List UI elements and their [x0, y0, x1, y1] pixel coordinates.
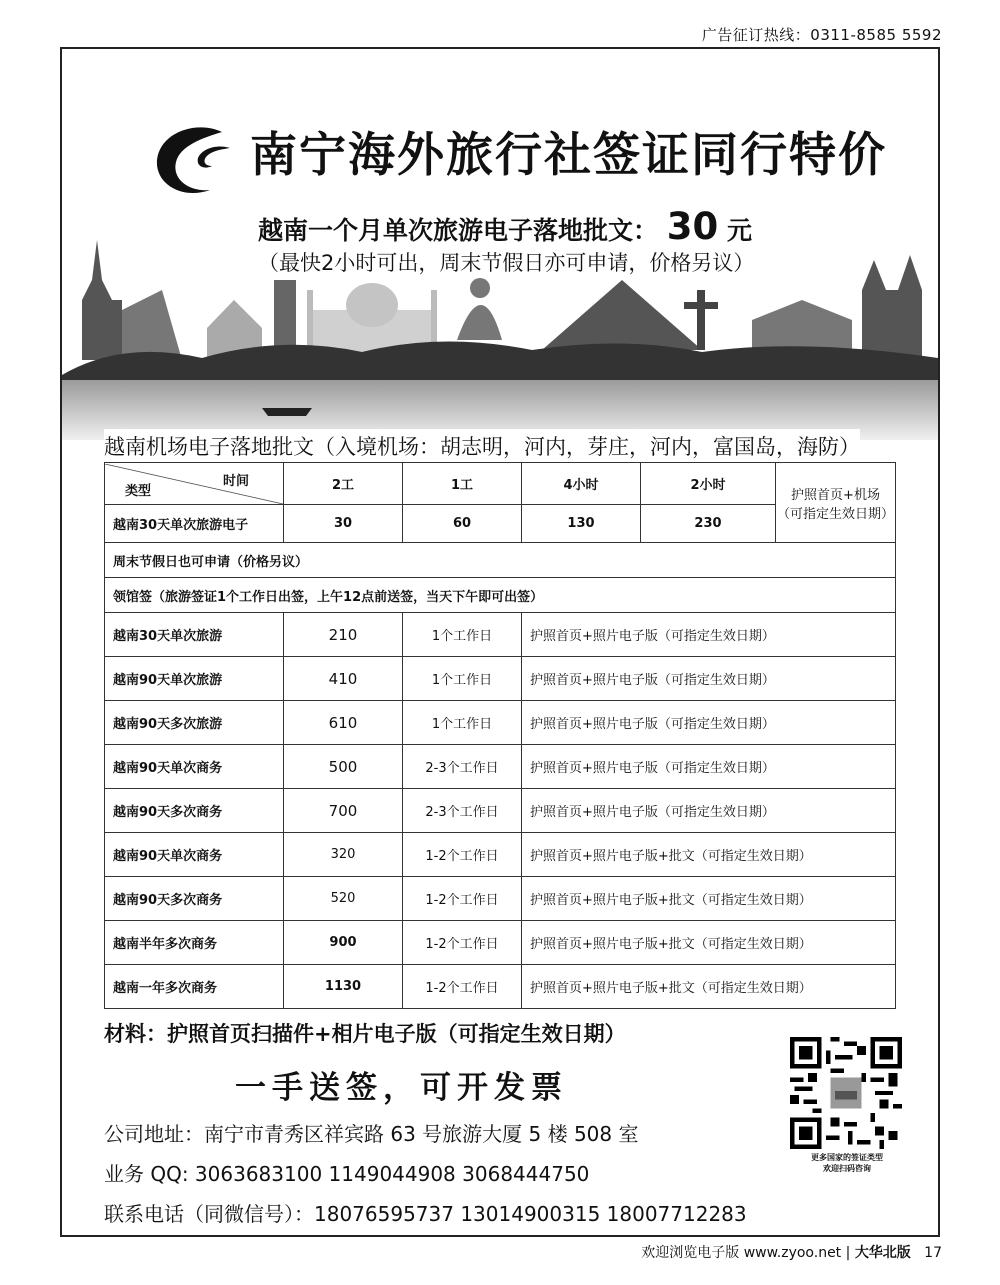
table-row — [105, 833, 896, 877]
headline-unit: 元 — [726, 216, 752, 245]
footer-browse-link[interactable]: 欢迎浏览电子版 www.zyoo.net — [641, 1245, 842, 1261]
col-header-4hour: 4小时 — [522, 463, 641, 505]
visa-materials: 护照首页+照片电子版+批文（可指定生效日期） — [522, 877, 896, 921]
visa-processing-time: 1-2个工作日 — [403, 921, 522, 965]
visa-type: 越南一年多次商务 — [105, 965, 284, 1009]
visa-processing-time: 1-2个工作日 — [403, 965, 522, 1009]
visa-type: 越南90天单次商务 — [105, 745, 284, 789]
visa-type: 越南90天单次旅游 — [105, 657, 284, 701]
table-row — [105, 613, 896, 657]
visa-materials: 护照首页+照片电子版（可指定生效日期） — [522, 701, 896, 745]
ad-hotline: 广告征订热线：0311-8585 5592 — [701, 26, 942, 44]
business-qq: 业务 QQ: 3063683100 1149044908 3068444750 — [104, 1162, 590, 1186]
e-visa-materials-line1: 护照首页+机场 — [791, 487, 880, 503]
e-visa-materials-line2: （可指定生效日期） — [776, 506, 894, 522]
visa-materials: 护照首页+照片电子版+批文（可指定生效日期） — [522, 965, 896, 1009]
e-visa-price-1work: 60 — [403, 505, 522, 543]
table-row — [105, 965, 896, 1009]
airport-list: 越南机场电子落地批文（入境机场：胡志明，河内，芽庄，河内，富国岛，海防） — [104, 429, 860, 463]
visa-price: 700 — [284, 789, 403, 833]
footer-section: 大华北版 — [854, 1245, 911, 1261]
e-visa-materials — [776, 463, 896, 543]
e-visa-price-2work: 30 — [284, 505, 403, 543]
visa-type: 越南90天多次旅游 — [105, 701, 284, 745]
qr-caption-line2: 欢迎扫码咨询 — [823, 1164, 871, 1173]
footer-divider: | — [845, 1245, 855, 1261]
e-visa-price-2hour: 230 — [641, 505, 776, 543]
qr-caption — [772, 1152, 922, 1174]
col-header-1work: 1工 — [403, 463, 522, 505]
visa-processing-time: 1个工作日 — [403, 657, 522, 701]
header-time: 时间 — [222, 473, 249, 489]
visa-price: 900 — [284, 921, 403, 965]
visa-materials: 护照首页+照片电子版+批文（可指定生效日期） — [522, 921, 896, 965]
visa-type: 越南90天单次商务 — [105, 833, 284, 877]
visa-materials: 护照首页+照片电子版（可指定生效日期） — [522, 745, 896, 789]
visa-processing-time: 2-3个工作日 — [403, 745, 522, 789]
visa-price: 320 — [284, 833, 403, 877]
visa-price: 1130 — [284, 965, 403, 1009]
visa-type: 越南30天单次旅游 — [105, 613, 284, 657]
visa-price: 610 — [284, 701, 403, 745]
visa-price-table — [104, 462, 896, 1009]
required-materials: 材料：护照首页扫描件+相片电子版（可指定生效日期） — [104, 1022, 626, 1046]
e-visa-type: 越南30天单次旅游电子 — [105, 505, 284, 543]
table-header-diagonal — [105, 463, 284, 505]
visa-materials: 护照首页+照片电子版（可指定生效日期） — [522, 789, 896, 833]
slogan: 一手送签，可开发票 — [235, 1070, 568, 1106]
visa-processing-time: 1个工作日 — [403, 701, 522, 745]
visa-processing-time: 1-2个工作日 — [403, 833, 522, 877]
qr-code-icon[interactable] — [790, 1037, 902, 1149]
headline-text: 越南一个月单次旅游电子落地批文： — [258, 216, 659, 245]
visa-type: 越南90天多次商务 — [105, 789, 284, 833]
col-header-2hour: 2小时 — [641, 463, 776, 505]
table-row — [105, 789, 896, 833]
table-row — [105, 877, 896, 921]
page-footer — [641, 1242, 942, 1262]
table-row — [105, 921, 896, 965]
weekend-note: 周末节假日也可申请（价格另议） — [105, 543, 896, 578]
page-number: 17 — [924, 1245, 942, 1261]
visa-price: 210 — [284, 613, 403, 657]
visa-type: 越南90天多次商务 — [105, 877, 284, 921]
table-row — [105, 701, 896, 745]
headline-price: 30 — [666, 205, 719, 248]
company-address: 公司地址：南宁市青秀区祥宾路 63 号旅游大厦 5 楼 508 室 — [104, 1122, 639, 1146]
visa-materials: 护照首页+照片电子版（可指定生效日期） — [522, 657, 896, 701]
visa-materials: 护照首页+照片电子版（可指定生效日期） — [522, 613, 896, 657]
visa-processing-time: 1-2个工作日 — [403, 877, 522, 921]
table-row — [105, 745, 896, 789]
header-type: 类型 — [125, 483, 152, 499]
visa-processing-time: 1个工作日 — [403, 613, 522, 657]
visa-price: 410 — [284, 657, 403, 701]
e-visa-price-4hour: 130 — [522, 505, 641, 543]
visa-materials: 护照首页+照片电子版+批文（可指定生效日期） — [522, 833, 896, 877]
col-header-2work: 2工 — [284, 463, 403, 505]
visa-processing-time: 2-3个工作日 — [403, 789, 522, 833]
visa-price: 520 — [284, 877, 403, 921]
qr-caption-line1: 更多国家的签证类型 — [811, 1153, 883, 1162]
table-row — [105, 657, 896, 701]
consulate-note: 领馆签（旅游签证1个工作日出签，上午12点前送签，当天下午即可出签） — [105, 578, 896, 613]
visa-price: 500 — [284, 745, 403, 789]
page-title: 南宁海外旅行社签证同行特价 — [250, 128, 887, 183]
visa-type: 越南半年多次商务 — [105, 921, 284, 965]
landmarks-banner-image — [62, 240, 938, 440]
headline-note: （最快2小时可出，周末节假日亦可申请，价格另议） — [258, 251, 755, 275]
agency-logo-icon — [152, 122, 234, 198]
contact-phone: 联系电话（同微信号）：18076595737 13014900315 18007712283 — [104, 1202, 747, 1226]
